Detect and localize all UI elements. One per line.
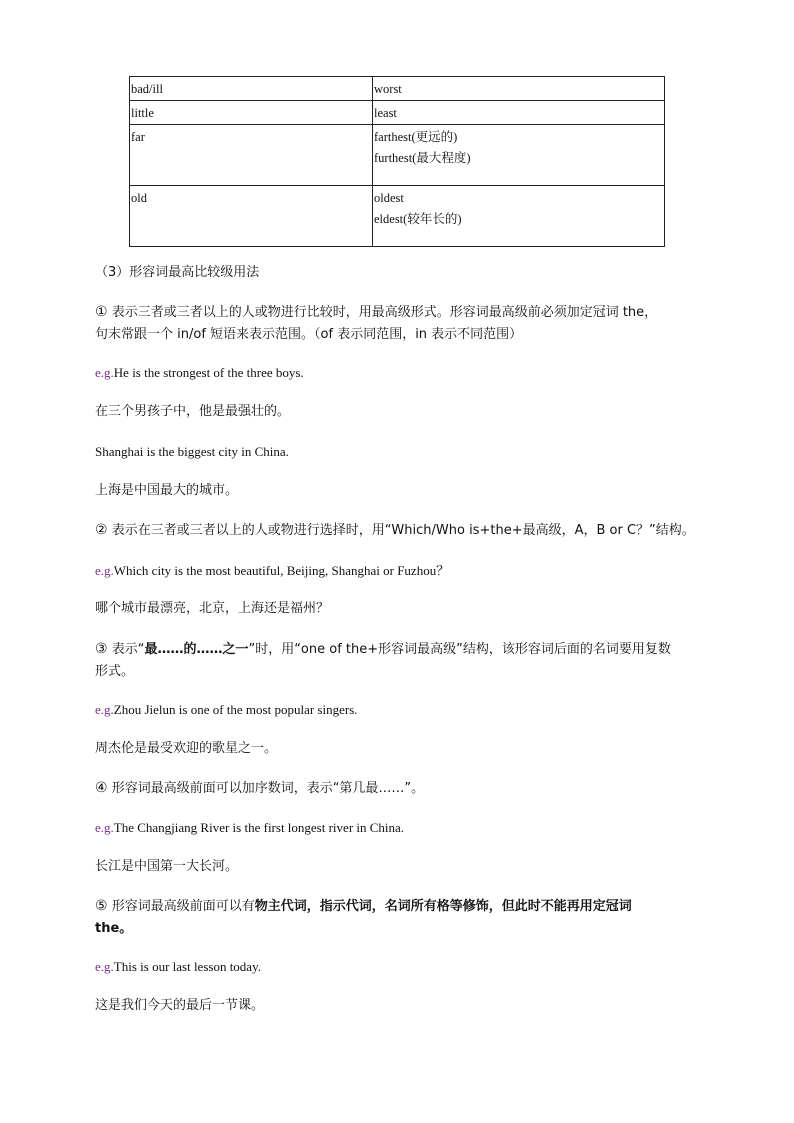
rule-3-bold: 最……的……之一 xyxy=(144,642,249,657)
superlative-text: farthest(更远的) xyxy=(374,130,458,144)
superlative-cell xyxy=(373,186,665,247)
example-text: This is our last lesson today. xyxy=(113,959,261,974)
base-form-cell: little xyxy=(130,101,373,125)
rule-5-text xyxy=(95,895,715,940)
translation: 长江是中国第一大长河。 xyxy=(95,859,239,874)
superlative-text: eldest(较年长的) xyxy=(374,212,462,226)
example-sentence xyxy=(95,699,715,721)
rule-5-pre: 形容词最高级前面可以有 xyxy=(107,899,255,914)
table-row xyxy=(130,101,665,125)
table-row xyxy=(130,125,665,186)
rule-3-number: ③ xyxy=(95,641,108,657)
superlative-text: furthest(最大程度) xyxy=(374,151,471,165)
example-sentence xyxy=(95,817,715,839)
rule-4-line: 形容词最高级前面可以加序数词，表示“第几最……”。 xyxy=(107,781,425,796)
rule-5-number: ⑤ xyxy=(95,898,108,914)
example-sentence: Shanghai is the biggest city in China. xyxy=(95,444,289,459)
rule-5-bold: 物主代词，指示代词，名词所有格等修饰，但此时不能再用定冠词 xyxy=(254,899,632,914)
section-heading: （3）形容词最高比较级用法 xyxy=(95,265,260,280)
translation: 上海是中国最大的城市。 xyxy=(95,483,239,498)
example-text: The Changjiang River is the first longest river in China. xyxy=(113,820,405,835)
rule-2-number: ② xyxy=(95,522,108,538)
example-text: Which city is the most beautiful, Beijing, Shanghai or Fuzhou？ xyxy=(113,563,450,578)
superlative-text: oldest xyxy=(374,191,404,205)
eg-label: e.g. xyxy=(95,959,114,974)
example-text: Zhou Jielun is one of the most popular singers. xyxy=(113,702,358,717)
superlative-cell xyxy=(373,125,665,186)
base-form-cell: bad/ill xyxy=(130,77,373,101)
eg-label: e.g. xyxy=(95,365,114,380)
translation: 在三个男孩子中，他是最强壮的。 xyxy=(95,404,291,419)
rule-1-number: ① xyxy=(95,304,108,320)
translation: 这是我们今天的最后一节课。 xyxy=(95,998,265,1013)
rule-4-number: ④ xyxy=(95,780,108,796)
eg-label: e.g. xyxy=(95,702,114,717)
superlative-table xyxy=(129,76,665,247)
superlative-text: worst xyxy=(374,82,402,96)
eg-label: e.g. xyxy=(95,563,114,578)
example-sentence xyxy=(95,560,715,582)
superlative-text: least xyxy=(374,106,397,120)
rule-3-line2: 形式。 xyxy=(95,664,135,679)
rule-3-post: ”时，用“one of the+形容词最高级”结构，该形容词后面的名词要用复数 xyxy=(248,642,671,657)
superlative-cell xyxy=(373,101,665,125)
rule-1-line1: 表示三者或三者以上的人或物进行比较时，用最高级形式。形容词最高级前必须加定冠词 the， xyxy=(107,305,658,320)
example-sentence xyxy=(95,956,715,978)
example-sentence xyxy=(95,362,715,384)
translation: 周杰伦是最受欢迎的歌星之一。 xyxy=(95,741,278,756)
example-text: He is the strongest of the three boys. xyxy=(113,365,304,380)
eg-label: e.g. xyxy=(95,820,114,835)
rule-3-text xyxy=(95,638,715,683)
base-form-cell: far xyxy=(130,125,373,186)
rule-3-pre: 表示“ xyxy=(107,642,145,657)
rule-1-line2: 句末常跟一个 in/of 短语来表示范围。（of 表示同范围，in 表示不同范围） xyxy=(95,327,523,342)
rule-2-line: 表示在三者或三者以上的人或物进行选择时，用“Which/Who is+the+最高级，A，B or C？”结构。 xyxy=(107,523,695,538)
base-form-cell: old xyxy=(130,186,373,247)
rule-5-line2: the。 xyxy=(95,921,133,936)
rule-1-text xyxy=(95,301,715,346)
table-row xyxy=(130,77,665,101)
table-row xyxy=(130,186,665,247)
translation: 哪个城市最漂亮，北京，上海还是福州？ xyxy=(95,601,330,616)
superlative-cell xyxy=(373,77,665,101)
rule-4-text xyxy=(95,777,715,800)
rule-2-text xyxy=(95,519,735,542)
